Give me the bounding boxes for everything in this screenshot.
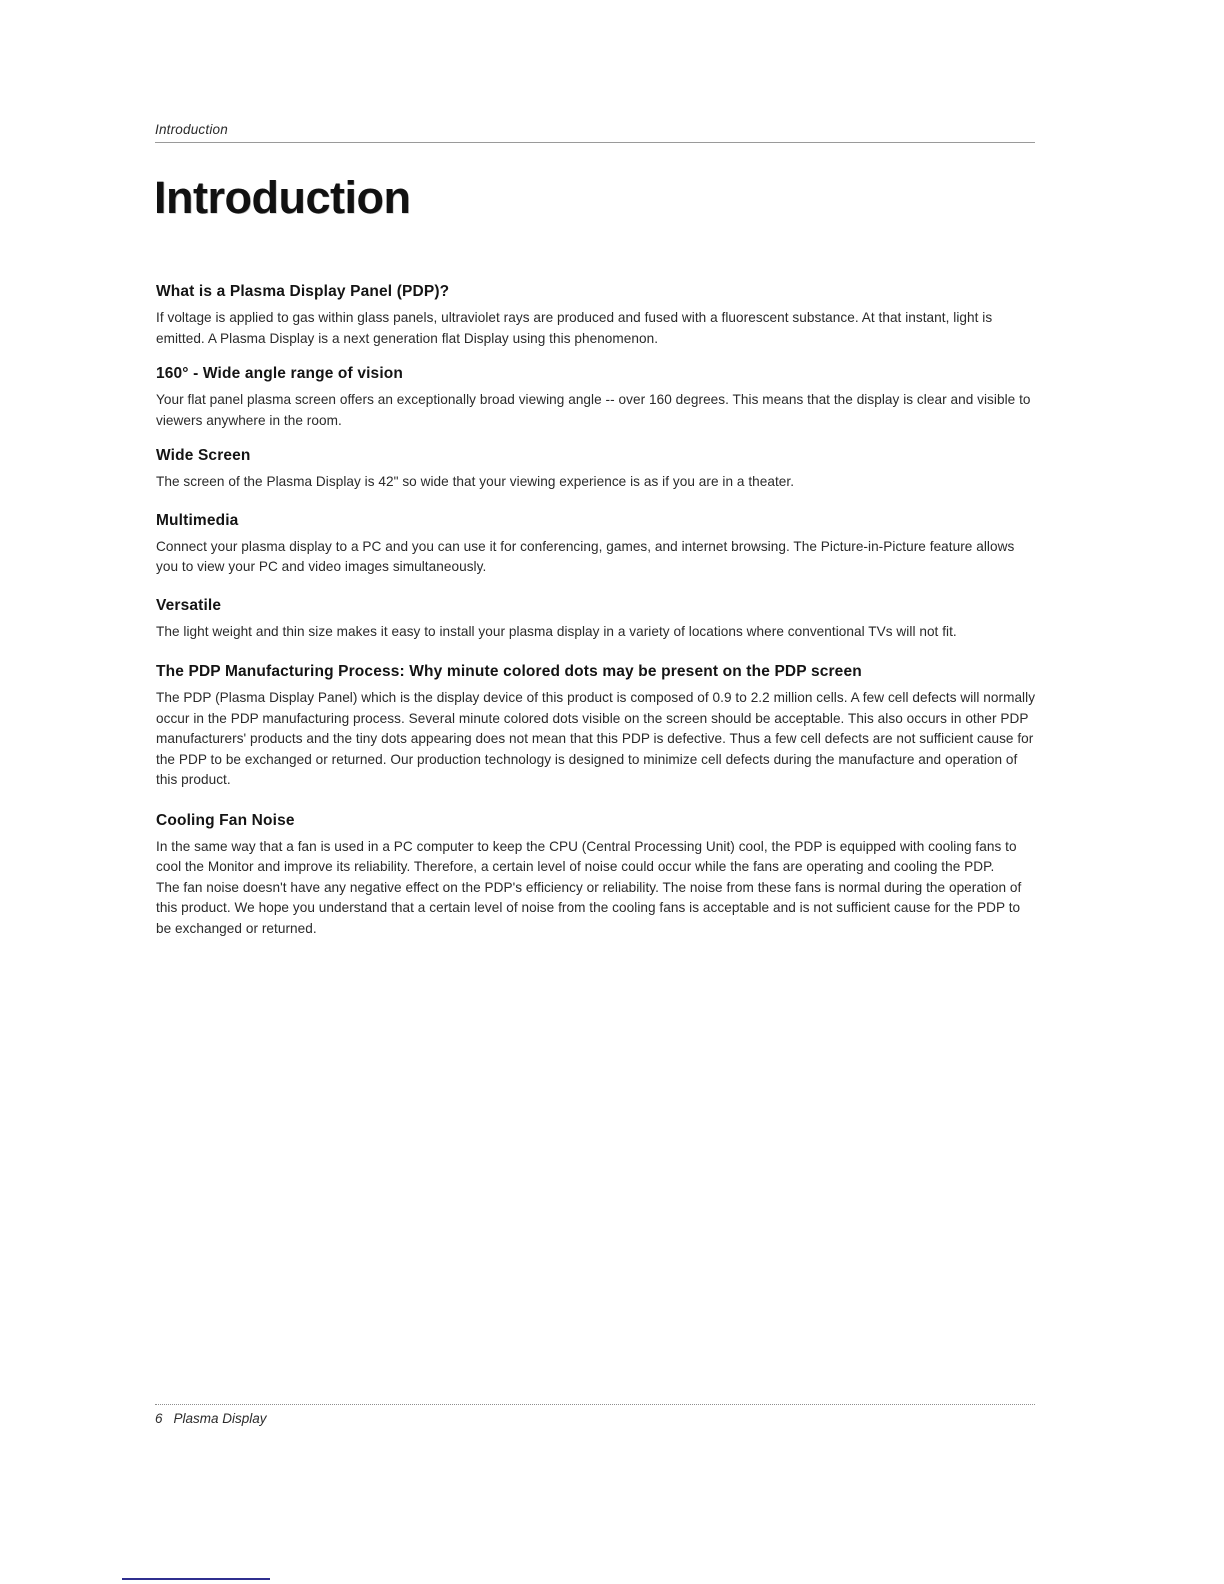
section-paragraph: The fan noise doesn't have any negative effect on the PDP's efficiency or reliability. The noise from these fans is normal during the operation of this product. We hope you understand that a certain level of noise from the cooling fans is acceptable and is not sufficient cause for the PDP to be exchanged or returned. xyxy=(156,879,1022,936)
section-multimedia xyxy=(156,512,1036,578)
section-heading: Versatile xyxy=(156,596,222,614)
page-header xyxy=(155,122,1035,143)
section-pdp-manufacturing-process xyxy=(156,663,1036,791)
section-wide-screen xyxy=(156,447,1036,493)
section-heading: Wide Screen xyxy=(156,447,251,464)
section-cooling-fan-noise xyxy=(156,812,1036,940)
section-heading: 160° - Wide angle range of vision xyxy=(156,365,404,382)
section-paragraph: The light weight and thin size makes it easy to install your plasma display in a variety of locations where conventional TVs will not fit. xyxy=(156,623,957,639)
bottom-edge-mark xyxy=(122,1578,270,1580)
page-footer xyxy=(155,1404,1035,1426)
running-head: Introduction xyxy=(155,122,228,137)
document-name: Plasma Display xyxy=(173,1411,267,1426)
section-paragraph: Your flat panel plasma screen offers an exceptionally broad viewing angle -- over 160 degrees. This means that the display is clear and visible to viewers anywhere in the room. xyxy=(156,392,1031,428)
section-paragraph: The PDP (Plasma Display Panel) which is the display device of this product is composed of 0.9 to 2.2 million cells. A few cell defects will normally occur in the PDP manufacturing process. Several minute colored dots visible on the screen should be acceptable. This also occurs in other PDP manufacturers' products and the tiny dots appearing does not mean that this PDP is defective. Thus a few cell defects are not sufficient cause for the PDP to be exchanged or returned. Our production technology is designed to minimize cell defects during the manufacture and operation of this product. xyxy=(156,690,1036,787)
document-body xyxy=(156,283,1036,957)
footer-divider xyxy=(155,1404,1035,1405)
page-number: 6 xyxy=(155,1411,163,1426)
section-heading: Cooling Fan Noise xyxy=(156,811,295,829)
footer-content xyxy=(155,1411,1035,1426)
section-versatile xyxy=(156,597,1036,643)
section-heading: Multimedia xyxy=(156,511,239,529)
header-divider xyxy=(155,142,1035,143)
section-heading: The PDP Manufacturing Process: Why minute colored dots may be present on the PDP screen xyxy=(156,663,862,680)
page-title: Introduction xyxy=(154,172,411,223)
section-paragraph: If voltage is applied to gas within glass panels, ultraviolet rays are produced and fused with a fluorescent substance. At that instant, light is emitted. A Plasma Display is a next generation flat Display using this phenomenon. xyxy=(156,310,993,346)
section-paragraph: The screen of the Plasma Display is 42" so wide that your viewing experience is as if you are in a theater. xyxy=(156,474,795,489)
section-paragraph: In the same way that a fan is used in a PC computer to keep the CPU (Central Processing Unit) cool, the PDP is equipped with cooling fans to cool the Monitor and improve its reliability. Therefore, a certain level of noise could occur while the fans are operating and cooling the PDP. xyxy=(156,838,1017,874)
section-wide-angle xyxy=(156,365,1036,431)
section-paragraph: Connect your plasma display to a PC and you can use it for conferencing, games, and internet browsing. The Picture-in-Picture feature allows you to view your PC and video images simultaneously. xyxy=(156,538,1015,574)
section-heading: What is a Plasma Display Panel (PDP)? xyxy=(156,283,450,300)
section-what-is-pdp xyxy=(156,283,1036,349)
